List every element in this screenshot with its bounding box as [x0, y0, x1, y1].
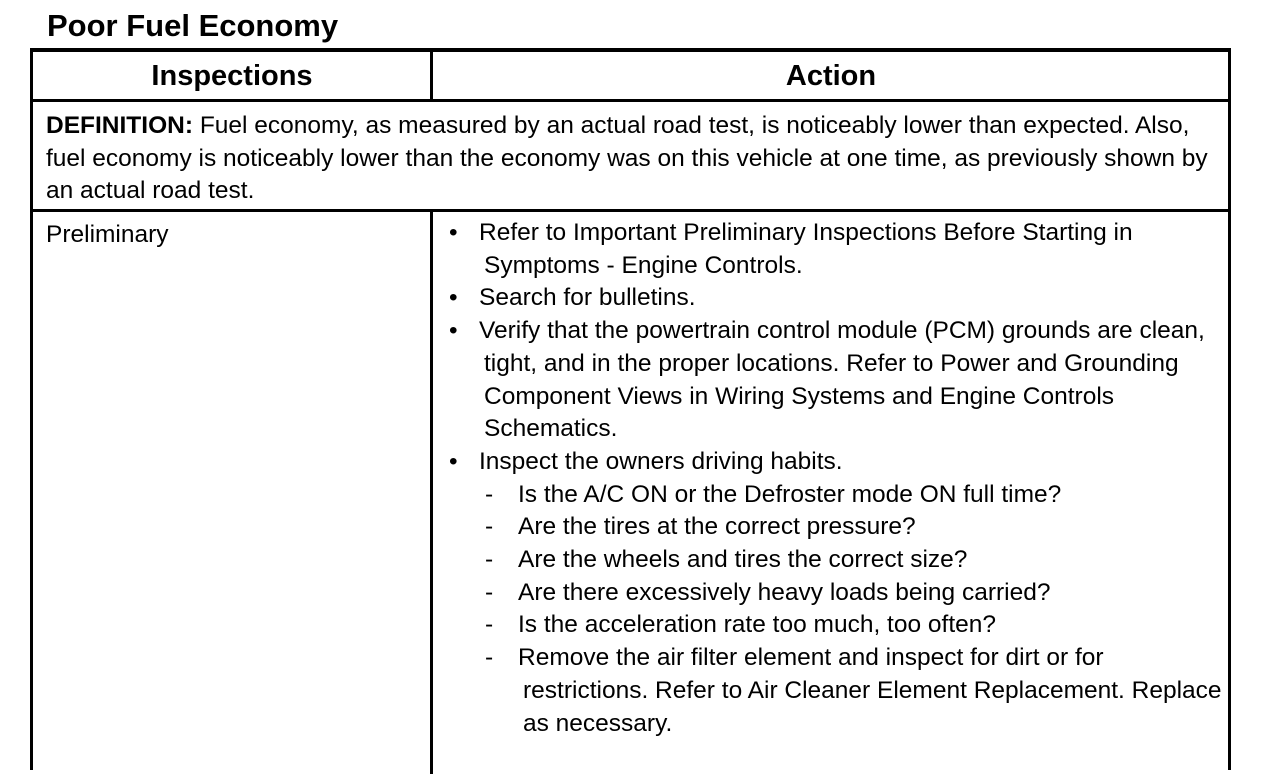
sub-action-item — [445, 642, 1225, 740]
action-text: Inspect the owners driving habits. — [479, 447, 843, 475]
action-item — [445, 446, 1225, 479]
dash-icon: - — [485, 513, 494, 541]
dash-icon: - — [485, 611, 494, 639]
sub-action-item — [445, 479, 1225, 512]
column-divider — [430, 52, 433, 100]
dash-icon: - — [485, 644, 494, 672]
column-divider — [430, 212, 433, 774]
sub-action-list — [445, 479, 1225, 741]
header-inspections: Inspections — [151, 60, 313, 92]
action-text: Refer to Important Preliminary Inspections Before Starting in Symptoms - Engine Controls. — [479, 219, 1133, 279]
table-header-row — [33, 52, 1228, 102]
definition-body: Fuel economy, as measured by an actual road test, is noticeably lower than expected. Also, fuel economy is noticeably lower than the economy was on this vehicle at one time, as previously shown by an actual road test. — [46, 112, 1208, 204]
sub-action-text: Are the wheels and tires the correct size? — [518, 546, 968, 574]
definition-text — [46, 110, 1216, 208]
header-action: Action — [785, 60, 877, 92]
inspection-cell: Preliminary — [46, 221, 169, 248]
action-text: Verify that the powertrain control module (PCM) grounds are clean, tight, and in the proper locations. Refer to Power and Grounding Component Views in Wiring Systems and Engine Controls Schematics. — [479, 317, 1205, 443]
symptom-table — [30, 48, 1231, 770]
bullet-icon: • — [449, 219, 458, 246]
sub-action-text: Is the A/C ON or the Defroster mode ON full time? — [518, 480, 1062, 508]
sub-action-item — [445, 511, 1225, 544]
dash-icon: - — [485, 546, 494, 574]
sub-action-text: Are the tires at the correct pressure? — [518, 513, 916, 541]
sub-action-text: Is the acceleration rate too much, too often? — [518, 611, 997, 639]
sub-action-group — [445, 479, 1225, 741]
action-item — [445, 282, 1225, 315]
sub-action-text: Remove the air filter element and inspect for dirt or for restrictions. Refer to Air Cleaner Element Replacement. Replace as necessary. — [518, 644, 1222, 737]
action-item — [445, 217, 1225, 282]
bullet-icon: • — [449, 284, 458, 312]
definition-row — [33, 102, 1228, 212]
action-item — [445, 315, 1225, 446]
action-text: Search for bulletins. — [479, 284, 696, 312]
sub-action-item — [445, 577, 1225, 610]
sub-action-text: Are there excessively heavy loads being carried? — [518, 578, 1051, 606]
sub-action-item — [445, 609, 1225, 642]
page-title: Poor Fuel Economy — [47, 8, 339, 43]
bullet-icon: • — [449, 317, 458, 345]
action-list — [445, 217, 1225, 740]
dash-icon: - — [485, 578, 494, 606]
definition-label: DEFINITION: — [46, 112, 193, 139]
dash-icon: - — [485, 480, 494, 508]
sub-action-item — [445, 544, 1225, 577]
bullet-icon: • — [449, 447, 458, 475]
